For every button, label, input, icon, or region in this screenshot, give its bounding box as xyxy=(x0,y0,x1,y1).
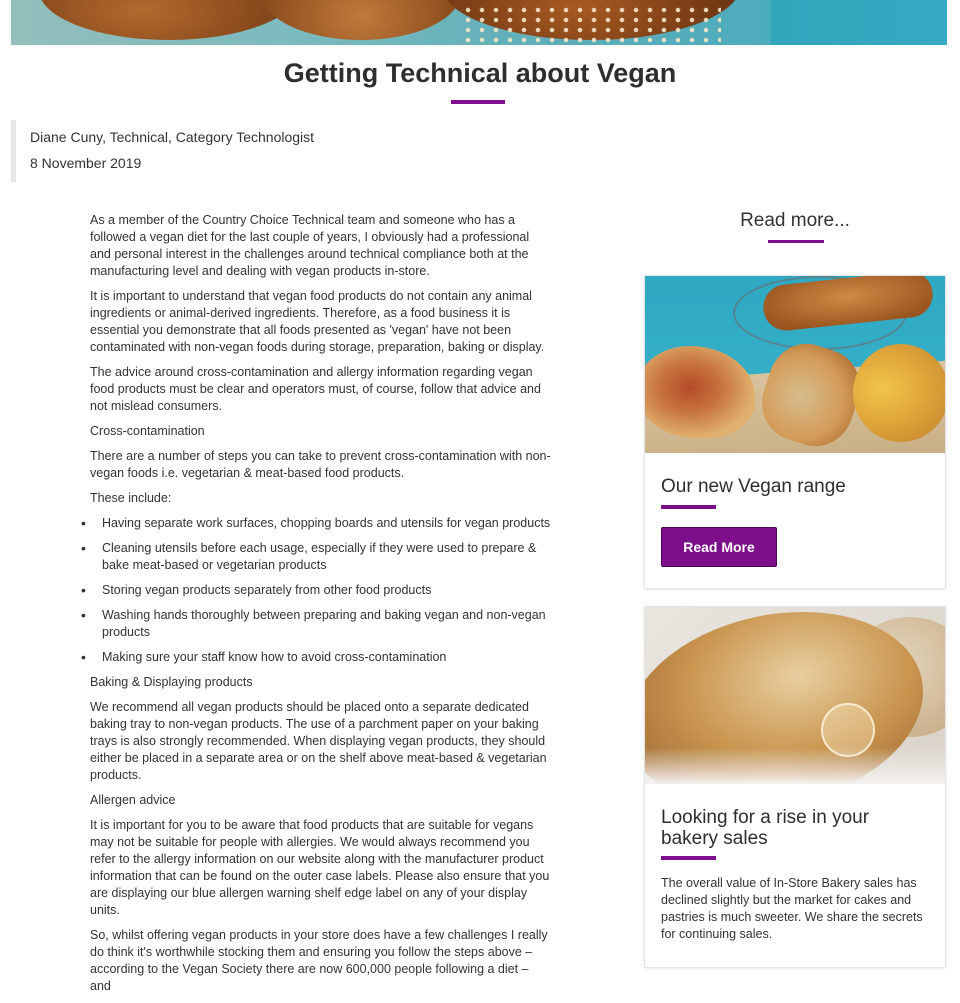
section-heading-baking: Baking & Displaying products xyxy=(90,675,253,689)
list-item: • Making sure your staff know how to avoid cross-contamination xyxy=(102,649,552,666)
article-paragraph: It is important to understand that vegan food products do not contain any animal ingredients or animal-derived ingredients. Therefore, as a food business it is essential you demonstrate that all foods presented as 'vegan' have not been contaminated with non-vegan foods during storage, preparation, baking or display. xyxy=(90,289,545,354)
bread-loaf-image[interactable] xyxy=(645,607,945,784)
article-paragraph: There are a number of steps you can take to prevent cross-contamination with non-vegan foods i.e. vegetarian & meat-based food products. xyxy=(90,449,551,480)
read-more-accent-bar xyxy=(768,240,824,243)
article-paragraph: It is important for you to be aware that food products that are suitable for vegans may not be suitable for people with allergies. We would always recommend you refer to the allergy information on our website along with the manufacturer product information that can be found on the outer case labels. Please also ensure that you are displaying our blue allergen warning shelf edge label on any of your display units. xyxy=(90,818,550,917)
vegan-pastries-image[interactable] xyxy=(645,276,945,453)
list-item: • Storing vegan products separately from other food products xyxy=(102,582,552,599)
card-accent-bar xyxy=(661,856,716,860)
article-paragraph: These include: xyxy=(90,491,172,505)
article-paragraph: We recommend all vegan products should be placed onto a separate dedicated baking tray to non-vegan products. The use of a parchment paper on your baking trays is also strongly recommended. When displaying vegan products, they should either be placed in a separate area or on the shelf above meat-based & vegetarian products. xyxy=(90,700,547,782)
list-item: • Washing hands thoroughly between preparing and baking vegan and non-vegan products xyxy=(102,607,552,641)
list-item: • Having separate work surfaces, chopping boards and utensils for vegan products xyxy=(102,515,552,532)
card-title[interactable]: Looking for a rise in your bakery sales xyxy=(661,807,870,849)
section-heading-allergen: Allergen advice xyxy=(90,793,176,807)
article-paragraph: As a member of the Country Choice Technical team and someone who has a followed a vegan diet for the last couple of years, I obviously had a professional and personal interest in the challenges around technical compliance both at the manufacturing level and dealing with vegan products in-store. xyxy=(90,213,530,278)
read-more-button[interactable]: Read More xyxy=(661,527,777,567)
byline xyxy=(11,120,416,182)
section-heading-cross-contamination: Cross-contamination xyxy=(90,424,205,438)
list-item: • Cleaning utensils before each usage, especially if they were used to prepare & bake meat-based or vegetarian products xyxy=(102,540,552,574)
related-card-bakery-sales[interactable] xyxy=(645,607,945,967)
article-paragraph: The advice around cross-contamination and allergy information regarding vegan food products must be clear and operators must, of course, follow that advice and not mislead consumers. xyxy=(90,365,541,413)
card-title[interactable]: Our new Vegan range xyxy=(661,476,846,497)
steps-list xyxy=(90,515,552,666)
hero-banner-image xyxy=(11,0,947,45)
publish-date: 8 November 2019 xyxy=(30,155,142,171)
author-name: Diane Cuny, Technical, Category Technologist xyxy=(30,129,315,145)
page-title: Getting Technical about Vegan xyxy=(283,58,677,88)
article-body xyxy=(90,212,552,1003)
card-description: The overall value of In-Store Bakery sales has declined slightly but the market for cakes and pastries is much sweeter. We share the secrets for continuing sales. xyxy=(661,876,923,941)
card-accent-bar xyxy=(661,505,716,509)
title-accent-bar xyxy=(451,100,505,104)
read-more-heading: Read more... xyxy=(740,210,850,231)
article-paragraph: So, whilst offering vegan products in your store does have a few challenges I really do think it's worthwhile stocking them and ensuring you follow the steps above – according to the Vegan Society there are now 600,000 people following a diet – and xyxy=(90,928,548,993)
related-card-vegan-range[interactable] xyxy=(645,276,945,588)
